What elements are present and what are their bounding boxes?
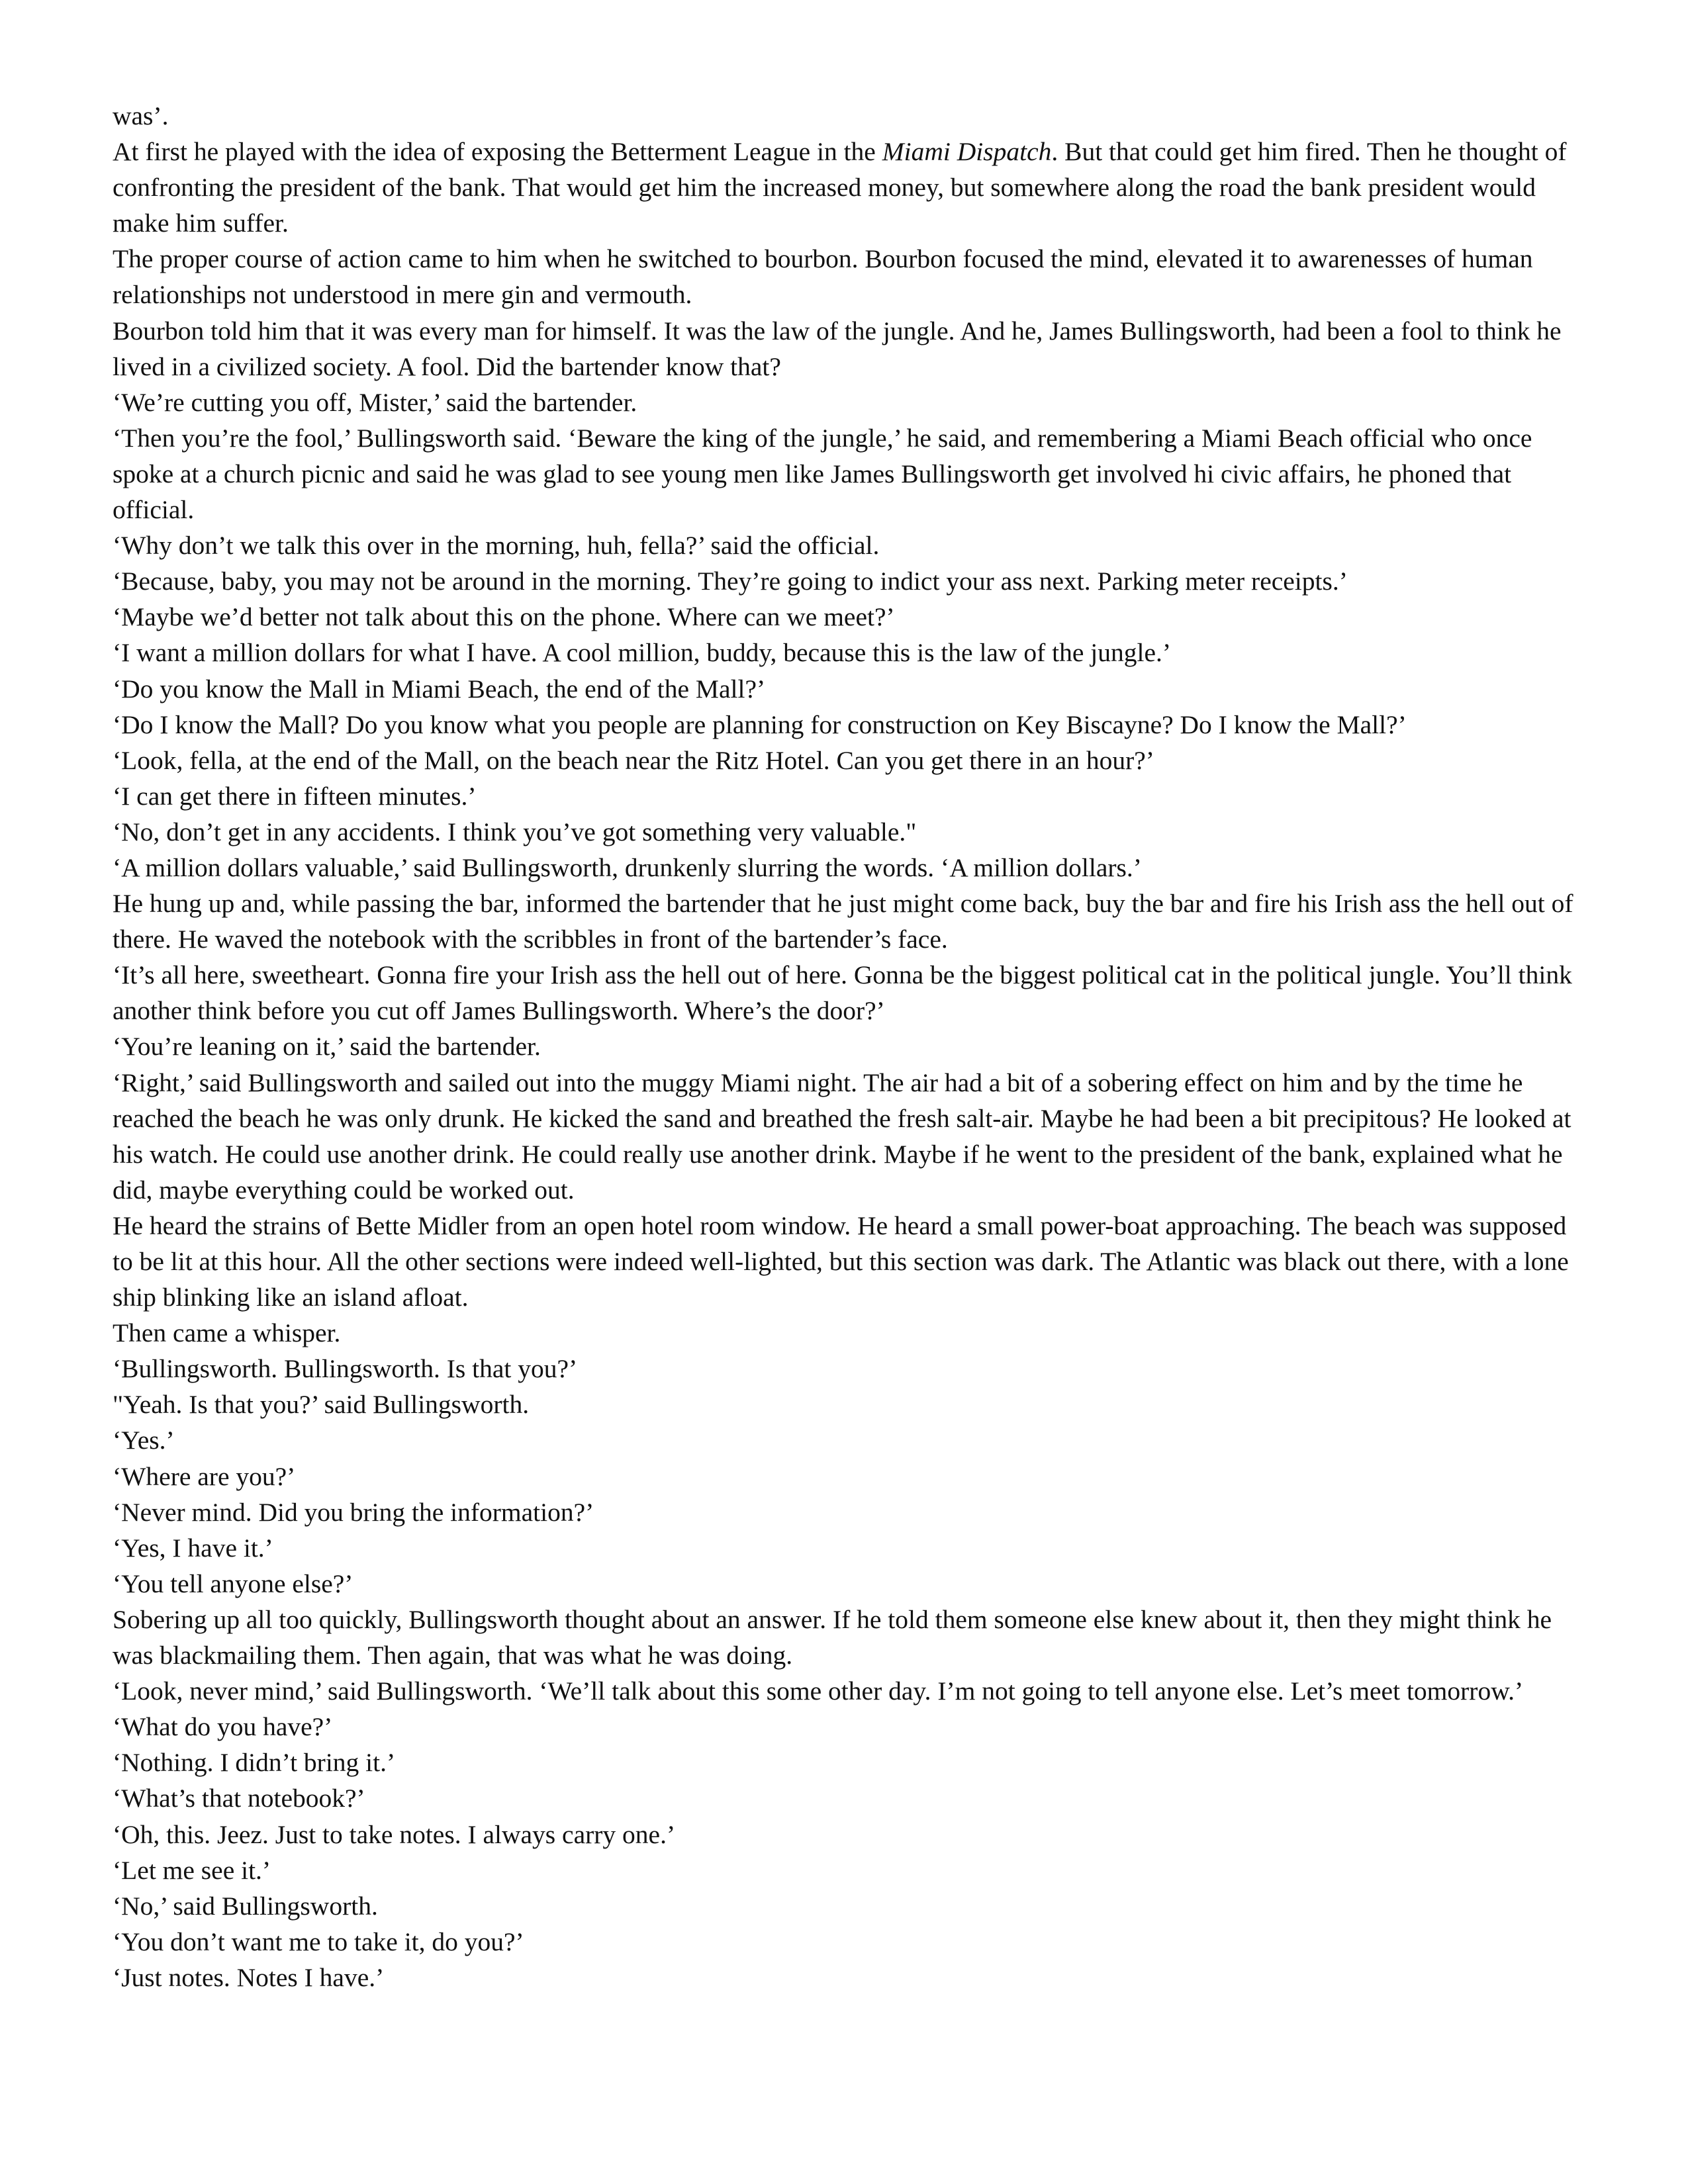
paragraph: ‘Yes, I have it.’: [113, 1533, 273, 1563]
paragraph: ‘Do I know the Mall? Do you know what you people are planning for construction on Key Biscayne? Do I know the Mall?’: [113, 709, 1407, 739]
paragraph: At first he played with the idea of exposing the Betterment League in the Miami Dispatch. But that could get him fired. Then he thought of confronting the president of the bank. That would get him the increased money, but somewhere along the road the bank president would make him suffer.: [113, 137, 1567, 238]
paragraph: ‘Oh, this. Jeez. Just to take notes. I always carry one.’: [113, 1819, 676, 1849]
paragraph: ‘You’re leaning on it,’ said the bartender.: [113, 1032, 541, 1062]
paragraph: The proper course of action came to him when he switched to bourbon. Bourbon focused the mind, elevated it to awarenesses of human relationships not understood in mere gin and vermouth.: [113, 244, 1533, 310]
paragraph: ‘Never mind. Did you bring the information?’: [113, 1497, 594, 1527]
paragraph: was’.: [113, 101, 169, 130]
paragraph: ‘No,’ said Bullingsworth.: [113, 1891, 378, 1921]
paragraph: Sobering up all too quickly, Bullingsworth thought about an answer. If he told them someone else knew about it, then they might think he was blackmailing them. Then again, that was what he was doing.: [113, 1604, 1552, 1670]
paragraph: ‘What do you have?’: [113, 1712, 333, 1742]
paragraph: ‘Maybe we’d better not talk about this on the phone. Where can we meet?’: [113, 602, 895, 632]
paragraph: ‘No, don’t get in any accidents. I think you’ve got something very valuable.": [113, 817, 917, 846]
paragraph: ‘Do you know the Mall in Miami Beach, the end of the Mall?’: [113, 674, 766, 704]
paragraph: Bourbon told him that it was every man for himself. It was the law of the jungle. And he, James Bullingsworth, had been a fool to think he lived in a civilized society. A fool. Did the bartender know that?: [113, 316, 1562, 381]
paragraph: ‘Look, fella, at the end of the Mall, on the beach near the Ritz Hotel. Can you get there in an hour?’: [113, 745, 1154, 775]
paragraph: ‘Right,’ said Bullingsworth and sailed out into the muggy Miami night. The air had a bit of a sobering effect on him and by the time he reached the beach he was only drunk. He kicked the sand and breathed the fresh salt-air. Maybe he had been a bit precipitous? He looked at his watch. He could use another drink. He could really use another drink. Maybe if he went to the president of the bank, explained what he did, maybe everything could be worked out.: [113, 1068, 1571, 1205]
paragraph: ‘Bullingsworth. Bullingsworth. Is that you?’: [113, 1354, 578, 1384]
document-page: [113, 98, 1575, 1995]
paragraph: ‘Let me see it.’: [113, 1855, 271, 1885]
paragraph: ‘Nothing. I didn’t bring it.’: [113, 1748, 396, 1778]
paragraph: ‘I want a million dollars for what I have. A cool million, buddy, because this is the law of the jungle.’: [113, 638, 1172, 668]
paragraph: ‘It’s all here, sweetheart. Gonna fire your Irish ass the hell out of here. Gonna be the biggest political cat in the political jungle. You’ll think another think before you cut off James Bullingsworth. Where’s the door?’: [113, 960, 1572, 1026]
paragraph: ‘What’s that notebook?’: [113, 1784, 365, 1813]
paragraph: ‘A million dollars valuable,’ said Bullingsworth, drunkenly slurring the words. ‘A million dollars.’: [113, 852, 1142, 882]
paragraph: ‘Yes.’: [113, 1426, 175, 1455]
paragraph: He hung up and, while passing the bar, informed the bartender that he just might come back, buy the bar and fire his Irish ass the hell out of there. He waved the notebook with the scribbles in front of the bartender’s face.: [113, 889, 1573, 954]
paragraph: ‘Look, never mind,’ said Bullingsworth. ‘We’ll talk about this some other day. I’m not going to tell anyone else. Let’s meet tomorrow.’: [113, 1676, 1524, 1706]
newspaper-title: Miami Dispatch: [882, 137, 1052, 167]
paragraph: ‘I can get there in fifteen minutes.’: [113, 781, 477, 811]
paragraph: He heard the strains of Bette Midler from an open hotel room window. He heard a small power-boat approaching. The beach was supposed to be lit at this hour. All the other sections were indeed well-lighted, but this section was dark. The Atlantic was black out there, with a lone ship blinking like an island afloat.: [113, 1210, 1569, 1312]
paragraph: ‘You tell anyone else?’: [113, 1569, 353, 1598]
paragraph: ‘Why don’t we talk this over in the morning, huh, fella?’ said the official.: [113, 531, 880, 561]
paragraph: ‘Where are you?’: [113, 1461, 296, 1491]
paragraph: ‘Then you’re the fool,’ Bullingsworth said. ‘Beware the king of the jungle,’ he said, and remembering a Miami Beach official who once spoke at a church picnic and said he was glad to see young men like James Bullingsworth get involved hi civic affairs, he phoned that official.: [113, 423, 1532, 525]
paragraph: ‘You don’t want me to take it, do you?’: [113, 1927, 524, 1956]
paragraph: ‘Because, baby, you may not be around in the morning. They’re going to indict your ass next. Parking meter receipts.’: [113, 567, 1348, 596]
paragraph: "Yeah. Is that you?’ said Bullingsworth.: [113, 1390, 530, 1420]
paragraph: ‘We’re cutting you off, Mister,’ said the bartender.: [113, 387, 637, 417]
paragraph: Then came a whisper.: [113, 1318, 341, 1348]
paragraph: ‘Just notes. Notes I have.’: [113, 1962, 385, 1992]
